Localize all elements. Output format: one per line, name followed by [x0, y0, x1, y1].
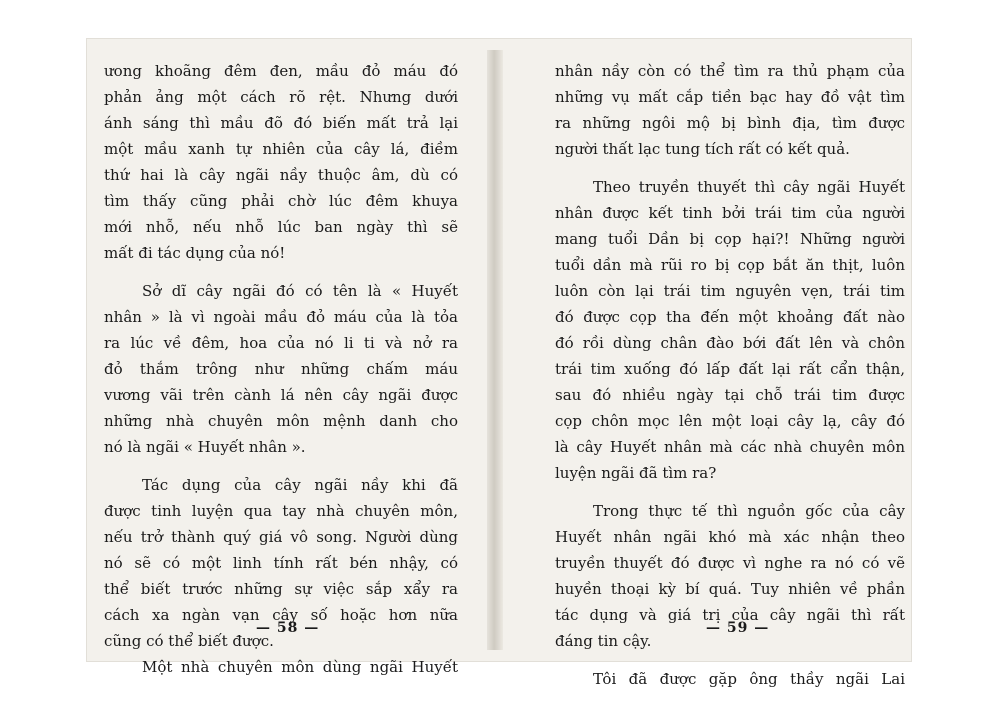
text-line: Tôi đã được gặp ông thầy ngãi Lai	[593, 670, 905, 688]
text-line: huyền thoại kỳ bí quá. Tuy nhiên về phần	[555, 580, 905, 598]
page-number-left: — 58 —	[256, 620, 320, 636]
text-line: mới nhỗ, nếu nhỗ lúc ban ngày thì sẽ	[104, 218, 458, 236]
text-line: đáng tin cậy.	[555, 632, 652, 650]
text-line: cọp chôn mọc lên một loại cây lạ, cây đó	[555, 412, 905, 430]
text-line: ra lúc về đêm, hoa của nó li ti và nở ra	[104, 334, 458, 352]
text-line: Sở dĩ cây ngãi đó có tên là « Huyết	[142, 282, 458, 300]
text-line: đó rồi dùng chân đào bới đất lên và chôn	[555, 334, 905, 352]
page-number-right: — 59 —	[706, 620, 770, 636]
right-page-text	[555, 58, 905, 692]
text-line: luôn còn lại trái tim nguyên vẹn, trái tim	[555, 282, 905, 300]
text-line: những nhà chuyên môn mệnh danh cho	[104, 412, 458, 430]
text-line: nhân » là vì ngoài mầu đỏ máu của là tỏa	[104, 308, 458, 326]
text-line: phản ảng một cách rõ rệt. Nhưng dưới	[104, 88, 458, 106]
text-line: được tinh luyện qua tay nhà chuyên môn,	[104, 502, 458, 520]
text-line: tuổi dần mà rũi ro bị cọp bắt ăn thịt, luôn	[555, 256, 905, 274]
text-line: thể biết trước những sự việc sắp xẩy ra	[104, 580, 458, 598]
text-line: mang tuổi Dần bị cọp hại?! Những người	[555, 230, 905, 248]
text-line: cách xa ngàn vạn cây số hoặc hơn nữa	[104, 606, 458, 624]
text-line: Huyết nhân ngãi khó mà xác nhận theo	[555, 528, 905, 546]
text-line: Theo truyền thuyết thì cây ngãi Huyết	[593, 178, 905, 196]
text-line: luyện ngãi đã tìm ra?	[555, 464, 717, 482]
text-line: Một nhà chuyên môn dùng ngãi Huyết	[142, 658, 458, 676]
text-line: thứ hai là cây ngãi nầy thuộc âm, dù có	[104, 166, 458, 184]
text-line: Trong thực tế thì nguồn gốc của cây	[593, 502, 905, 520]
text-line: đỏ thắm trông như những chấm máu	[104, 360, 458, 378]
text-line: nhân được kết tinh bởi trái tim của người	[555, 204, 905, 222]
text-line: sau đó nhiều ngày tại chỗ trái tim được	[555, 386, 905, 404]
text-line: nếu trở thành quý giá vô song. Người dùng	[104, 528, 458, 546]
text-line: ra những ngôi mộ bị bình địa, tìm được	[555, 114, 905, 132]
text-line: tìm thấy cũng phải chờ lúc đêm khuya	[104, 192, 458, 210]
text-line: nó là ngãi « Huyết nhân ».	[104, 438, 306, 456]
text-line: mất đi tác dụng của nó!	[104, 244, 286, 262]
text-line: ánh sáng thì mầu đõ đó biến mất trả lại	[104, 114, 458, 132]
text-line: ưong khoãng đêm đen, mầu đỏ máu đó	[104, 62, 458, 80]
text-line: trái tim xuống đó lấp đất lại rất cẩn thận,	[555, 360, 905, 378]
text-line: nhân nầy còn có thể tìm ra thủ phạm của	[555, 62, 905, 80]
text-line: vương vãi trên cành lá nên cây ngãi được	[104, 386, 458, 404]
text-line: đó được cọp tha đến một khoảng đất nào	[555, 308, 905, 326]
text-line: nó sẽ có một linh tính rất bén nhậy, có	[104, 554, 458, 572]
text-line: một mầu xanh tự nhiên của cây lá, điềm	[104, 140, 458, 158]
text-line: Tác dụng của cây ngãi nầy khi đã	[142, 476, 458, 494]
book-gutter	[487, 50, 503, 650]
text-line: truyền thuyết đó được vì nghe ra nó có vẽ	[555, 554, 905, 572]
text-line: tác dụng và giá trị của cây ngãi thì rất	[555, 606, 905, 624]
text-line: những vụ mất cắp tiền bạc hay đồ vật tìm	[555, 88, 905, 106]
left-page-text	[104, 58, 458, 680]
text-line: là cây Huyết nhân mà các nhà chuyên môn	[555, 438, 905, 456]
text-line: người thất lạc tung tích rất có kết quả.	[555, 140, 850, 158]
text-line: cũng có thể biết được.	[104, 632, 274, 650]
